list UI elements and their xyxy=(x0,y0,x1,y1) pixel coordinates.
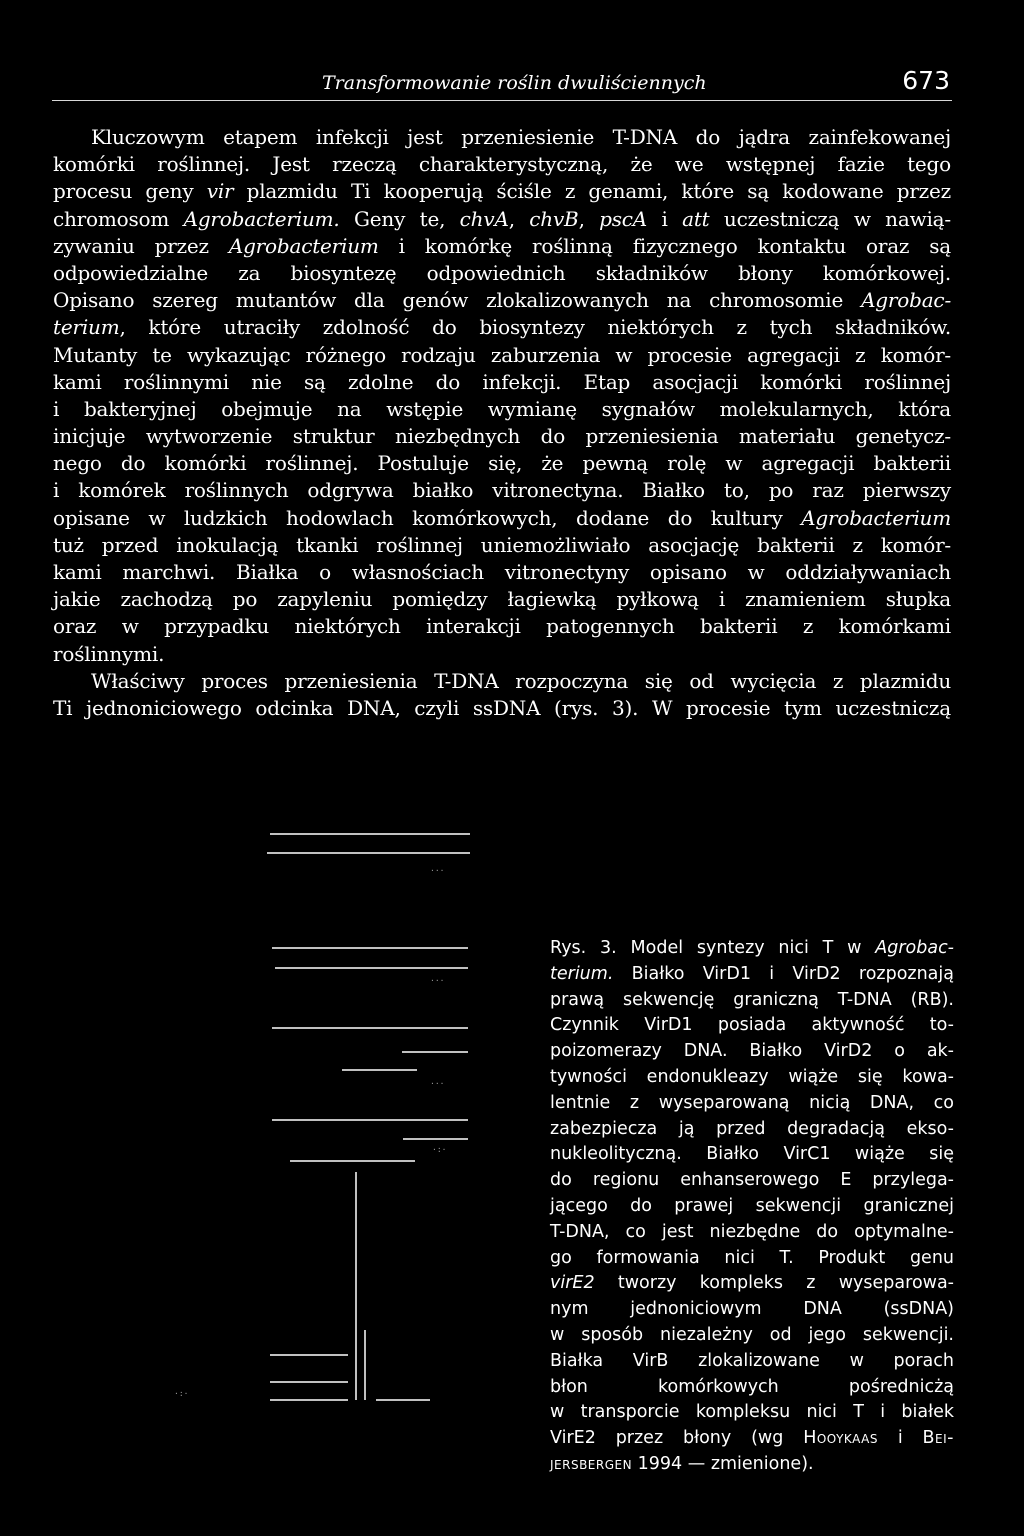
protein-marker: ··· xyxy=(430,1079,445,1088)
body-line xyxy=(53,287,951,314)
text-run: tworzy kompleks z wyseparowa- xyxy=(594,1273,954,1294)
caption-line xyxy=(550,1039,954,1065)
italic-term: Agrobac- xyxy=(875,938,954,958)
text-run: kami marchwi. Białka o własnościach vitronectyny opisano w oddziaływaniach xyxy=(53,560,951,584)
text-run: lentnie z wyseparowaną nicią DNA, co xyxy=(550,1092,954,1113)
caption-line xyxy=(550,1142,954,1168)
italic-term: att xyxy=(682,206,710,231)
italic-term: virE2 xyxy=(550,1273,595,1294)
text-run: odpowiedzialne za biosyntezę odpowiednich składników błony komórkowej. xyxy=(53,260,951,285)
caption-line xyxy=(550,1220,954,1246)
text-run: go formowania nici T. Produkt genu xyxy=(550,1247,954,1268)
protein-marker: ·:· xyxy=(432,1145,447,1154)
text-run: Kluczowym etapem infekcji jest przeniesienie T-DNA do jądra zainfekowanej xyxy=(91,125,951,149)
text-run: zywaniu przez xyxy=(53,233,229,258)
text-run: Rys. 3. Model syntezy nici T w xyxy=(550,938,876,958)
body-line xyxy=(53,124,951,151)
italic-term: chvA xyxy=(459,206,509,231)
caption-line xyxy=(550,1400,954,1426)
text-run: nym jednoniciowym DNA (ssDNA) xyxy=(550,1299,954,1320)
text-run: tuż przed inokulacją tkanki roślinnej uniemożliwiało asocjację bakterii z komór- xyxy=(53,532,951,557)
caption-line xyxy=(550,1065,954,1091)
text-run: komórki roślinnej. Jest rzeczą charakterystyczną, że we wstępnej fazie tego xyxy=(53,152,951,177)
text-run: błon komórkowych pośrednicżą xyxy=(550,1376,954,1397)
italic-term: pscA xyxy=(599,206,648,231)
caption-line xyxy=(550,1246,954,1272)
text-run: 1994 — zmienione). xyxy=(632,1453,814,1474)
body-line xyxy=(53,559,951,586)
caption-line xyxy=(550,1297,954,1323)
text-run: prawą sekwencję graniczną T-DNA (RB). xyxy=(550,989,954,1010)
text-run: i xyxy=(877,1428,923,1449)
text-run: Mutanty te wykazując różnego rodzaju zaburzenia w procesie agregacji z komór- xyxy=(53,342,951,367)
body-line xyxy=(53,423,951,450)
text-run: i komórkę roślinną fizycznego kontaktu oraz są xyxy=(378,233,952,258)
text-run: nego do komórki roślinnej. Postuluje się, że pewną rolę w agregacji bakterii xyxy=(53,451,951,476)
italic-term: Agrobac- xyxy=(861,288,951,313)
caption-line xyxy=(550,988,954,1014)
body-line xyxy=(53,613,951,640)
body-line xyxy=(53,342,951,369)
text-run: chromosom xyxy=(53,206,184,231)
body-line xyxy=(53,505,951,532)
text-run: Czynnik VirD1 posiada aktywność to- xyxy=(550,1015,954,1036)
text-run: plazmidu Ti kooperują ściśle z genami, które są kodowane przez xyxy=(233,179,951,204)
italic-term: vir xyxy=(206,179,234,204)
text-run: w sposób niezależny od jego sekwencji. xyxy=(550,1324,954,1345)
text-run: uczestniczą w nawią- xyxy=(709,206,951,231)
caption-line xyxy=(550,1271,954,1297)
italic-term: Agrobacterium. xyxy=(183,206,340,231)
text-run: , xyxy=(508,206,530,231)
text-run: jącego do prawej sekwencji granicznej xyxy=(550,1195,954,1216)
protein-marker: ·:· xyxy=(174,1389,189,1398)
caption-line xyxy=(550,1375,954,1401)
text-run: VirE2 przez błony (wg xyxy=(550,1428,804,1449)
body-line xyxy=(53,178,951,205)
protein-marker: ··· xyxy=(430,976,445,985)
body-line xyxy=(53,695,951,722)
body-line xyxy=(53,477,951,504)
text-run: oraz w przypadku niektórych interakcji patogennych bakterii z komórkami xyxy=(53,614,951,639)
caption-line xyxy=(550,1426,954,1452)
italic-term: Agrobacterium xyxy=(228,233,379,258)
author-name: Bei- xyxy=(922,1428,954,1449)
text-run: Geny te, xyxy=(339,206,460,231)
caption-line xyxy=(550,962,954,988)
text-run: Białko VirD1 i VirD2 rozpoznają xyxy=(613,963,954,984)
caption-line xyxy=(550,1194,954,1220)
text-run: kami roślinnymi nie są zdolne do infekcji. Etap asocjacji komórki roślinnej xyxy=(53,369,951,394)
italic-term: chvB xyxy=(529,206,579,231)
text-run: w transporcie kompleksu nici T i białek xyxy=(550,1402,954,1423)
body-line xyxy=(53,586,951,613)
body-line xyxy=(53,206,951,233)
body-line xyxy=(53,369,951,396)
caption-line xyxy=(550,1168,954,1194)
text-run: do regionu enhanserowego E przylega- xyxy=(550,1170,954,1191)
text-run: i xyxy=(647,206,683,231)
text-run: Białka VirB zlokalizowane w porach xyxy=(550,1350,954,1371)
figure-diagram xyxy=(170,820,480,1420)
body-line xyxy=(53,641,951,668)
text-run: roślinnymi. xyxy=(53,641,165,666)
author-name: Hooykaas xyxy=(803,1428,878,1449)
text-run: , które utraciły zdolność do biosyntezy niektórych z tych składników. xyxy=(119,315,951,340)
text-run: inicjuje wytworzenie struktur niezbędnych do przeniesienia materiału genetycz- xyxy=(53,424,951,449)
caption-line xyxy=(550,1117,954,1143)
running-title: Transformowanie roślin dwuliściennych xyxy=(322,72,707,94)
caption-line xyxy=(550,1013,954,1039)
italic-term: terium xyxy=(53,315,120,340)
text-run: jakie zachodzą po zapyleniu pomiędzy łagiewką pyłkową i znamieniem słupka xyxy=(53,587,951,612)
text-run: Właściwy proces przeniesienia T-DNA rozpoczyna się od wycięcia z plazmidu xyxy=(91,668,951,693)
body-line xyxy=(53,532,951,559)
figure-t-strand-model xyxy=(170,820,480,1420)
body-line xyxy=(53,260,951,287)
text-run: zabezpiecza ją przed degradacją ekso- xyxy=(550,1118,954,1139)
body-line xyxy=(53,668,951,695)
body-line xyxy=(53,233,951,260)
text-run: Opisano szereg mutantów dla genów zlokalizowanych na chromosomie xyxy=(53,288,862,313)
text-run: , xyxy=(578,206,600,231)
text-run: Ti jednoniciowego odcinka DNA, czyli ssDNA (rys. 3). W procesie tym uczestniczą xyxy=(53,695,951,720)
italic-term: Agrobacterium xyxy=(801,505,951,530)
text-run: nukleolityczną. Białko VirC1 wiąże się xyxy=(550,1144,954,1165)
page-number: 673 xyxy=(902,66,950,95)
italic-term: terium. xyxy=(550,963,614,984)
text-run: poizomerazy DNA. Białko VirD2 o ak- xyxy=(550,1041,954,1062)
caption-line xyxy=(550,1452,954,1478)
text-run: T-DNA, co jest niezbędne do optymalne- xyxy=(550,1221,954,1242)
caption-line xyxy=(550,1091,954,1117)
text-run: procesu geny xyxy=(53,179,207,204)
text-run: opisane w ludzkich hodowlach komórkowych, dodane do kultury xyxy=(53,505,802,530)
caption-line xyxy=(550,1349,954,1375)
body-text xyxy=(53,124,951,722)
text-run: i komórek roślinnych odgrywa białko vitronectyna. Białko to, po raz pierwszy xyxy=(53,478,951,503)
caption-line xyxy=(550,936,954,962)
text-run: tywności endonukleazy wiąże się kowa- xyxy=(550,1066,954,1087)
text-run: i bakteryjnej obejmuje na wstępie wymianę sygnałów molekularnych, która xyxy=(53,396,951,421)
caption-line xyxy=(550,1323,954,1349)
body-line xyxy=(53,151,951,178)
body-line xyxy=(53,314,951,341)
protein-marker: ··· xyxy=(430,866,445,875)
body-line xyxy=(53,396,951,423)
figure-caption xyxy=(550,936,954,1478)
author-name: jersbergen xyxy=(550,1453,633,1474)
running-header xyxy=(52,66,952,101)
body-line xyxy=(53,450,951,477)
